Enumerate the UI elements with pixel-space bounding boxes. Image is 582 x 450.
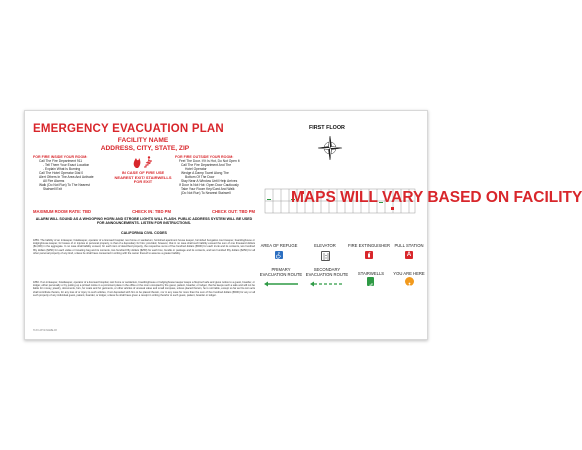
legend-elevator-label: ELEVATOR xyxy=(314,243,336,248)
stairwell-icon xyxy=(367,277,374,286)
inside-room-instructions xyxy=(33,155,111,191)
check-in: CHECK IN: TBD PM xyxy=(132,209,171,214)
inside-step: - Tell Them Your Exact Location xyxy=(43,163,90,167)
outside-step: Feel The Door. If It Is Hot, Do Not Open It xyxy=(179,159,240,163)
inside-step: All Fire Alarms xyxy=(43,179,65,183)
legend-area-of-refuge-label: AREA OF REFUGE xyxy=(260,243,298,248)
legend-pull-station-label: PULL STATION xyxy=(394,243,424,248)
inside-step: Alert Others In The Area And Activate xyxy=(39,175,94,179)
outside-step: (Do Not Run) To Nearest Stairwell xyxy=(181,191,231,195)
fire-extinguisher-icon xyxy=(365,251,373,259)
outside-step: Wedge A Damp Towel Along The xyxy=(181,171,229,175)
outside-step: If Door Is Not Hot: Open Door Cautiously xyxy=(179,183,239,187)
inside-heading: FOR FIRE INSIDE YOUR ROOM: xyxy=(33,155,88,159)
compass-icon xyxy=(317,135,343,161)
legend-you-are-here-label: YOU ARE HERE xyxy=(393,271,425,276)
outside-room-instructions xyxy=(175,155,255,195)
outside-step: Stay Near A Window Until Help Arrives xyxy=(181,179,238,183)
fire-stairs-panel xyxy=(113,155,173,185)
inside-step: Walk (Do Not Run) To The Nearest xyxy=(39,183,90,187)
primary-route-arrow-icon xyxy=(263,281,299,287)
inside-step: Call The Hotel Operator Dial 0 xyxy=(39,171,84,175)
alarm-notice: ALARM WILL SOUND AS A WHOOPING HORN AND STROBE LIGHTS WILL FLASH. PUBLIC ADDRESS SYSTEM WILL BE USED FOR ANNOUNCEMENTS. LISTEN FOR INSTRUCTIONS. xyxy=(35,217,253,226)
area-of-refuge-icon xyxy=(275,251,283,259)
evacuation-sign xyxy=(24,110,582,340)
you-are-here-icon xyxy=(405,277,414,286)
pull-station-letter: A xyxy=(406,252,412,258)
facility-name: FACILITY NAME xyxy=(117,137,169,144)
civil-codes-heading: CALIFORNIA CIVIL CODES xyxy=(121,231,167,235)
civil-code-1860: 1860. If an innkeeper, hotelkeeper, operator of a licensed hospital, rest home or sanitarium, boardinghouse or lodginghouse keeper keeps a fireproof safe and gives notice to a guest, boarder, or lodger, either personally or by putting up a printed notice in a prominent place in the office or the room occupied by the guest, patient, boarder, or lodger, that he keeps such a safe and will not be liable for money, jewelry, documents, furs, fur coats and fur garments, or other articles of unusual value and small compass, unless placed therein, he is not liable, except so far as his own acts shall contribute thereto, for any loss of or injury to such articles, if not deposited with him to be placed therein, nor in any case for more than the sum of five hundred dollars ($500) for any or all such property of any individual guest, patient, boarder, or lodger, unless he shall have given a receipt in writing therefor to such guest, patient, boarder or lodger. xyxy=(33,281,255,297)
plan-title: EMERGENCY EVACUATION PLAN xyxy=(33,123,224,135)
inside-step: Call The Fire Department 911 xyxy=(39,159,83,163)
outside-heading: FOR FIRE OUTSIDE YOUR ROOM: xyxy=(175,155,234,159)
elevator-icon xyxy=(321,251,330,261)
legend-stairwells-label: STAIRWELLS xyxy=(357,271,385,276)
legend-primary-route-label: PRIMARY EVACUATION ROUTE xyxy=(259,267,303,277)
outside-step: Call The Fire Department And The xyxy=(181,163,232,167)
maps-notice: MAPS WILL VARY BASED ON FACILITY xyxy=(291,189,582,206)
floor-label: FIRST FLOOR xyxy=(309,125,345,131)
outside-step: Take Your Room Key/Card And Walk xyxy=(181,187,235,191)
civil-code-1859: 1859. The liability of an innkeeper, hotelkeeper, operator of a licensed hospital, rest home or sanitarium, furnished apartment house keeper, furnished bungalow court keeper, boardinghouse or lodginghouse keeper, for losses of or injuries to personal property, is that of a depositary for hire; provided, however, that in no case shall such liability exceed the sum of one thousand dollars ($1,000) in the aggregate. In no case shall liability exceed, for each item of described property, the respective sums of five hundred dollars ($500) for each trunk and its contents, two hundred fifty dollars ($250) for each valise or traveling bag and its contents, two hundred fifty dollars ($250) for each box, bundle or package and its contents, and two hundred fifty dollars ($250) for all other personal property of any kind, unless he shall have consented in writing with the owner thereof to assume a greater liability. xyxy=(33,239,255,255)
center-notice: IN CASE OF FIRE USE NEAREST EXIT/ STAIRWELLS FOR EXIT xyxy=(114,170,172,185)
facility-address: ADDRESS, CITY, STATE, ZIP xyxy=(100,145,190,152)
pull-station-icon xyxy=(405,251,413,259)
max-room-rate: MAXIMUM ROOM RATE: TBD xyxy=(33,209,92,214)
inside-step: Stairwell Exit xyxy=(43,187,62,191)
legend-secondary-route-label: SECONDARY EVACUATION ROUTE xyxy=(305,267,349,277)
legend-fire-extinguisher-label: FIRE EXTINGUISHER xyxy=(347,243,391,248)
footer-code: H-XX-4XYZ-NAME-0X xyxy=(33,329,57,332)
secondary-route-arrow-icon xyxy=(309,281,345,287)
outside-step: Bottom Of The Door xyxy=(185,175,215,179)
fire-exit-icon xyxy=(131,155,155,169)
outside-step: Hotel Operator xyxy=(185,167,207,171)
room-info-row xyxy=(33,209,255,214)
inside-step: - Explain What Is Burning xyxy=(43,167,81,171)
check-out: CHECK OUT: TBD PM xyxy=(211,209,255,214)
